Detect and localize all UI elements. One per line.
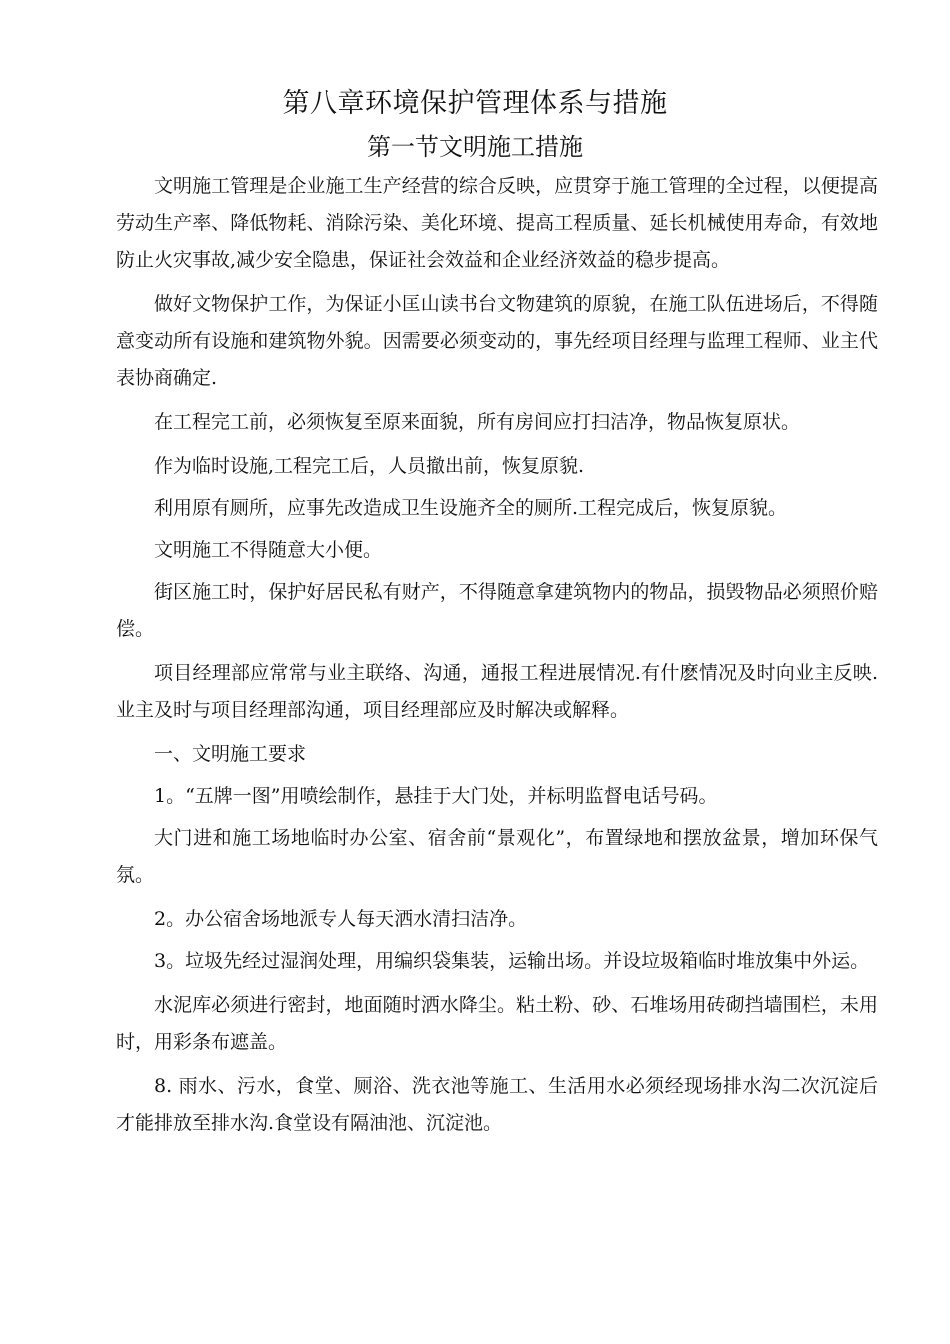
paragraph: 作为临时设施,工程完工后，人员撤出前，恢复原貌. bbox=[154, 455, 585, 477]
list-item: 8. 雨水、污水，食堂、厕浴、洗衣池等施工、生活用水必须经现场排水沟二次沉淀后才能排放至排水沟.食堂设有隔油池、沉淀池。 bbox=[116, 1075, 878, 1134]
chapter-title: 第八章环境保护管理体系与措施 bbox=[282, 88, 668, 119]
document-body bbox=[116, 168, 878, 1149]
paragraph: 文明施工不得随意大小便。 bbox=[154, 539, 383, 561]
paragraph: 做好文物保护工作，为保证小匡山读书台文物建筑的原貌，在施工队伍进场后，不得随意变动所有设施和建筑物外貌。因需要必须变动的，事先经项目经理与监理工程师、业主代表协商确定. bbox=[116, 293, 878, 389]
section-title: 第一节文明施工措施 bbox=[367, 133, 583, 161]
paragraph: 街区施工时，保护好居民私有财产，不得随意拿建筑物内的物品，损毁物品必须照价赔偿。 bbox=[116, 581, 878, 640]
paragraph: 水泥库必须进行密封，地面随时洒水降尘。粘土粉、砂、石堆场用砖砌挡墙围栏，未用时，用彩条布遮盖。 bbox=[116, 994, 878, 1053]
paragraph: 项目经理部应常常与业主联络、沟通，通报工程进展情况.有什麽情况及时向业主反映.业主及时与项目经理部沟通，项目经理部应及时解决或解释。 bbox=[116, 662, 878, 721]
paragraph: 文明施工管理是企业施工生产经营的综合反映，应贯穿于施工管理的全过程，以便提高劳动生产率、降低物耗、消除污染、美化环境、提高工程质量、延长机械使用寿命，有效地防止火灾事故,减少安全隐患，保证社会效益和企业经济效益的稳步提高。 bbox=[116, 175, 878, 271]
paragraph: 大门进和施工场地临时办公室、宿舍前“景观化”，布置绿地和摆放盆景，增加环保气氛。 bbox=[116, 827, 878, 886]
list-item: 2。办公宿舍场地派专人每天洒水清扫洁净。 bbox=[154, 908, 528, 930]
list-item: 1。“五牌一图”用喷绘制作，悬挂于大门处，并标明监督电话号码。 bbox=[154, 785, 718, 807]
paragraph: 利用原有厕所，应事先改造成卫生设施齐全的厕所.工程完成后，恢复原貌。 bbox=[154, 497, 788, 519]
list-heading: 一、文明施工要求 bbox=[154, 743, 307, 765]
paragraph: 在工程完工前，必须恢复至原来面貌，所有房间应打扫洁净，物品恢复原状。 bbox=[154, 411, 801, 433]
list-item: 3。垃圾先经过湿润处理，用编织袋集装，运输出场。并设垃圾箱临时堆放集中外运。 bbox=[154, 950, 870, 972]
